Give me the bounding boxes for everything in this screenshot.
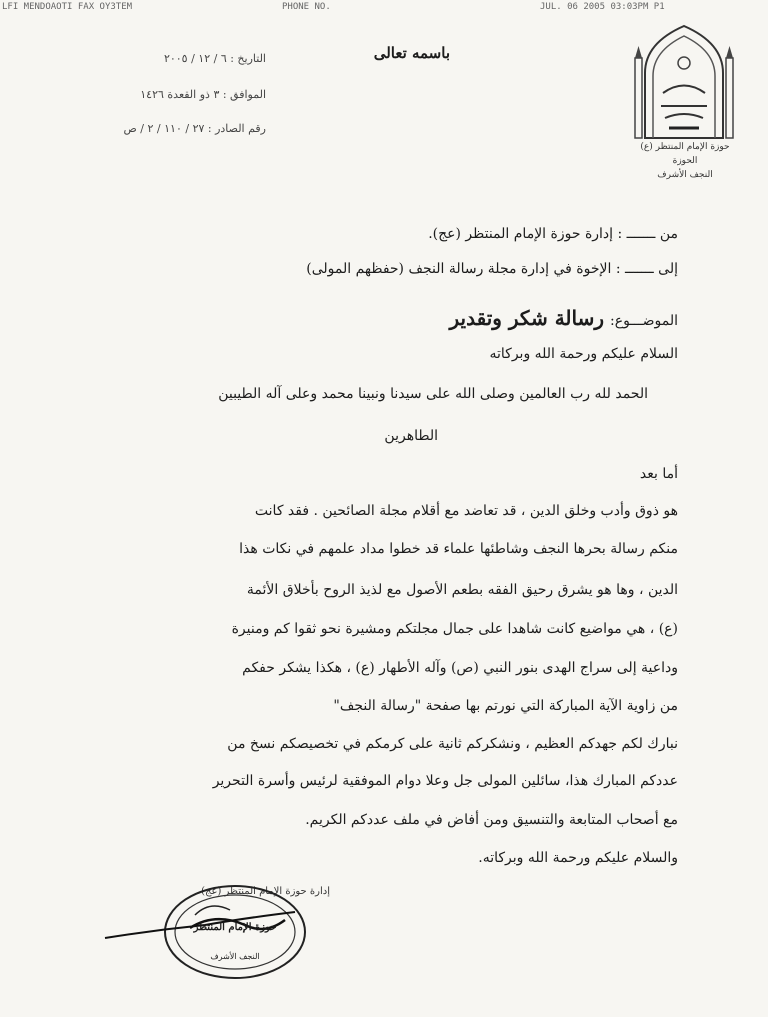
to-line: إلى ـــــــ : الإخوة في إدارة مجلة رسالة النجف (حفظهم المولى) [306, 261, 678, 277]
official-stamp [95, 870, 325, 985]
praise-line-1: الحمد لله رب العالمين وصلى الله على سيدنا ونبينا محمد وعلى آله الطيبين [218, 386, 648, 402]
body-line-3: الدين ، وها هو يشرق رحيق الفقه بطعم الأصول مع لذيذ الروح بأخلاق الأئمة [246, 582, 678, 598]
date-gregorian: التاريخ : ٦ / ١٢ / ٢٠٠٥ [163, 52, 266, 65]
subject-label: الموضـــوع: [610, 313, 678, 329]
from-line: من ـــــــ : إدارة حوزة الإمام المنتظر (عج). [428, 226, 678, 242]
body-line-8: عددكم المبارك هذا، سائلين المولى جل وعلا دوام الموفقية لرئيس وأسرة التحرير [212, 773, 678, 789]
body-line-7: نبارك لكم جهدكم العظيم ، ونشكركم ثانية على كرمكم في تخصيصكم نسخ من [227, 736, 678, 752]
praise-line-2: الطاهرين [384, 428, 438, 444]
greeting: السلام عليكم ورحمة الله وبركاته [489, 346, 678, 362]
subject-line [449, 306, 678, 330]
body-line-1: هو ذوق وأدب وخلق الدين ، قد تعاضد مع أقلام مجلة الصائحين . فقد كانت [254, 503, 678, 519]
institution-emblem [625, 18, 743, 143]
fax-header-right: JUL. 06 2005 03:03PM P1 [540, 2, 665, 12]
closing-line: والسلام عليكم ورحمة الله وبركاته. [478, 850, 678, 866]
bismillah: باسمه تعالى [373, 44, 450, 62]
emblem-caption-3: النجف الأشرف [657, 170, 713, 180]
body-line-5: وداعية إلى سراج الهدى بنور النبي (ص) وآله الأطهار (ع) ، هكذا يشكر حفكم [242, 660, 678, 676]
body-line-2: منكم رسالة بحرها النجف وشاطئها علماء قد خطوا مداد علمهم في نكات هذا [239, 541, 678, 557]
fax-header-middle: PHONE NO. [282, 2, 331, 12]
body-line-4: (ع) ، هي مواضيع كانت شاهدا على جمال مجلتكم ومشيرة نحو ثقوا كم ومنيرة [231, 621, 678, 637]
amma-baad: أما بعد [639, 466, 678, 482]
body-line-6: من زاوية الآية المباركة التي نورتم بها صفحة "رسالة النجف" [333, 698, 678, 714]
signature-label: إدارة حوزة الإمام المنتظر (عج) [201, 886, 330, 897]
stamp-text: حوزة الإمام المنتظر [193, 922, 277, 933]
issue-number: رقم الصادر : ٢٧ / ١١٠ / ٢ / ص [123, 122, 266, 135]
body-line-9: مع أصحاب المتابعة والتنسيق ومن أفاض في ملف عددكم الكريم. [305, 812, 678, 828]
date-hijri: الموافق : ٣ ذو القعدة ١٤٢٦ [140, 88, 266, 101]
emblem-caption-1: حوزة الإمام المنتظر (ع) [640, 142, 730, 152]
subject-value: رسالة شكر وتقدير [449, 306, 605, 330]
emblem-caption-2: الحوزة [672, 156, 698, 166]
fax-header-left: LFI MENDOAOTI FAX OY3TEM [2, 2, 133, 12]
mosque-logo-icon [625, 18, 743, 143]
stamp-subtext: النجف الأشرف [210, 952, 260, 961]
